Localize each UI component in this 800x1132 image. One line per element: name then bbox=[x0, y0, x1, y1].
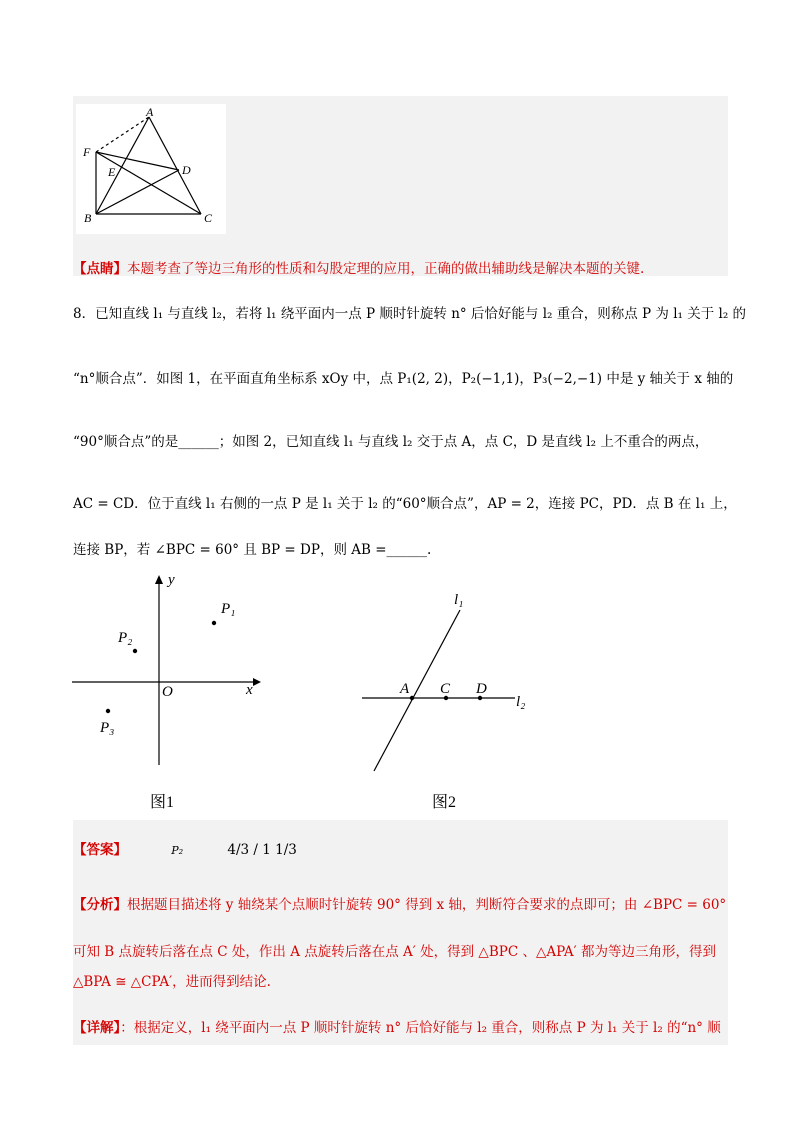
detail-tag: 【详解】 bbox=[73, 1020, 121, 1036]
axis-label-y: y bbox=[168, 572, 175, 588]
point-label-d: D bbox=[476, 681, 487, 697]
label-F: F bbox=[83, 145, 91, 159]
label-E: E bbox=[108, 165, 116, 179]
point-label-p2: P₂ bbox=[118, 630, 133, 646]
analysis-line-1 bbox=[73, 893, 726, 913]
point-label-p1: P₁ bbox=[221, 601, 236, 617]
triangle-figure bbox=[76, 104, 226, 234]
problem-line-5: 连接 BP，若 ∠BPC = 60° 且 BP = DP，则 AB =______. bbox=[73, 542, 432, 558]
label-A: A bbox=[146, 105, 154, 119]
triangle-figure-svg bbox=[76, 104, 226, 234]
analysis-line-2: 可知 B 点旋转后落在点 C 处，作出 A 点旋转后落在点 A′ 处，得到 △BPC 、△APA′ 都为等边三角形，得到 bbox=[73, 944, 717, 960]
problem-line-4: AC = CD．位于直线 l₁ 右侧的一点 P 是 l₁ 关于 l₂ 的“60°顺合点”，AP = 2，连接 PC，PD．点 B 在 l₁ 上， bbox=[73, 496, 737, 512]
dianjing-line bbox=[73, 257, 644, 277]
answer-part1: P₂ bbox=[171, 844, 184, 857]
problem-line-3: “90°顺合点”的是______；如图 2，已知直线 l₁ 与直线 l₂ 交于点 A，点 C，D 是直线 l₂ 上不重合的两点， bbox=[73, 434, 709, 450]
figure-1-caption: 图1 bbox=[150, 794, 175, 811]
problem-line-1: 8．已知直线 l₁ 与直线 l₂，若将 l₁ 绕平面内一点 P 顺时针旋转 n° 后恰好能与 l₂ 重合，则称点 P 为 l₁ 关于 l₂ 的 bbox=[73, 306, 747, 322]
problem-line-2: “n°顺合点”．如图 1，在平面直角坐标系 xOy 中，点 P₁(2, 2)，P₂(−1,1)，P₃(−2,−1) 中是 y 轴关于 x 轴的 bbox=[73, 371, 734, 387]
figure-2-caption: 图2 bbox=[432, 794, 457, 811]
dianjing-text: 本题考查了等边三角形的性质和勾股定理的应用，正确的做出辅助线是解决本题的关键. bbox=[127, 261, 645, 277]
line-label-l1: l₁ bbox=[454, 592, 464, 608]
figure-2-svg bbox=[350, 590, 540, 780]
answer-line bbox=[73, 838, 297, 858]
point-label-c: C bbox=[440, 681, 451, 697]
figure-1 bbox=[68, 570, 268, 775]
detail-line-1 bbox=[73, 1016, 721, 1036]
line-label-l2: l₂ bbox=[516, 694, 526, 710]
analysis-tag: 【分析】 bbox=[73, 897, 127, 913]
label-B: B bbox=[84, 211, 92, 225]
origin-label: O bbox=[162, 684, 173, 700]
answer-part2: 4/3 / 1 1/3 bbox=[227, 842, 297, 858]
analysis-text-1: 根据题目描述将 y 轴绕某个点顺时针旋转 90° 得到 x 轴，判断符合要求的点即可；由 ∠BPC = 60° bbox=[127, 897, 727, 913]
point-label-p3: P₃ bbox=[100, 720, 115, 736]
figure-2 bbox=[350, 590, 540, 780]
detail-text-1: ：根据定义，l₁ 绕平面内一点 P 顺时针旋转 n° 后恰好能与 l₂ 重合，则称点 P 为 l₁ 关于 l₂ 的“n° 顺 bbox=[120, 1020, 721, 1036]
dianjing-tag: 【点睛】 bbox=[73, 261, 127, 277]
answer-tag: 【答案】 bbox=[73, 842, 127, 858]
analysis-line-3: △BPA ≅ △CPA′，进而得到结论. bbox=[73, 974, 271, 990]
point-label-a: A bbox=[400, 681, 410, 697]
label-C: C bbox=[204, 211, 213, 225]
axis-label-x: x bbox=[246, 682, 253, 698]
figure-1-svg bbox=[68, 570, 268, 775]
label-D: D bbox=[182, 163, 191, 177]
